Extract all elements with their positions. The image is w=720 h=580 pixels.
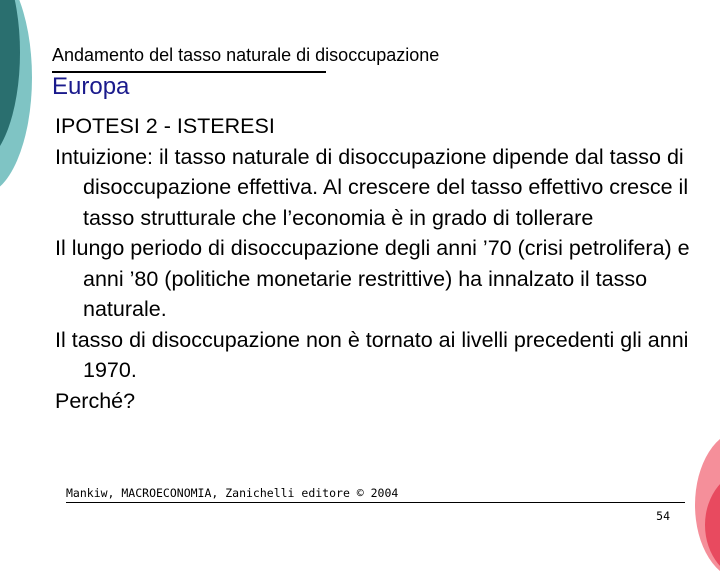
- hypothesis-heading: IPOTESI 2 - ISTERESI: [55, 114, 275, 138]
- footer-divider: [66, 502, 685, 503]
- slide-subtitle: Andamento del tasso naturale di disoccupazione: [52, 45, 440, 65]
- body-paragraph: Intuizione: il tasso naturale di disoccupazione dipende dal tasso di disoccupazione effettiva. Al crescere del tasso effettivo cresce il tasso strutturale che l’economia è in grado di tollerare: [55, 144, 689, 230]
- body-paragraph: Il lungo periodo di disoccupazione degli anni ’70 (crisi petrolifera) e anni ’80 (politiche monetarie restrittive) ha innalzato il tasso naturale.: [55, 236, 690, 321]
- closing-question: Perché?: [55, 388, 136, 413]
- body-paragraph: Il tasso di disoccupazione non è tornato ai livelli precedenti gli anni 1970.: [55, 327, 689, 382]
- slide-body: [55, 111, 695, 416]
- footer-source: Mankiw, MACROECONOMIA, Zanichelli editore © 2004: [66, 486, 399, 500]
- slide-title: Europa: [52, 73, 130, 100]
- page-number: 54: [656, 509, 670, 523]
